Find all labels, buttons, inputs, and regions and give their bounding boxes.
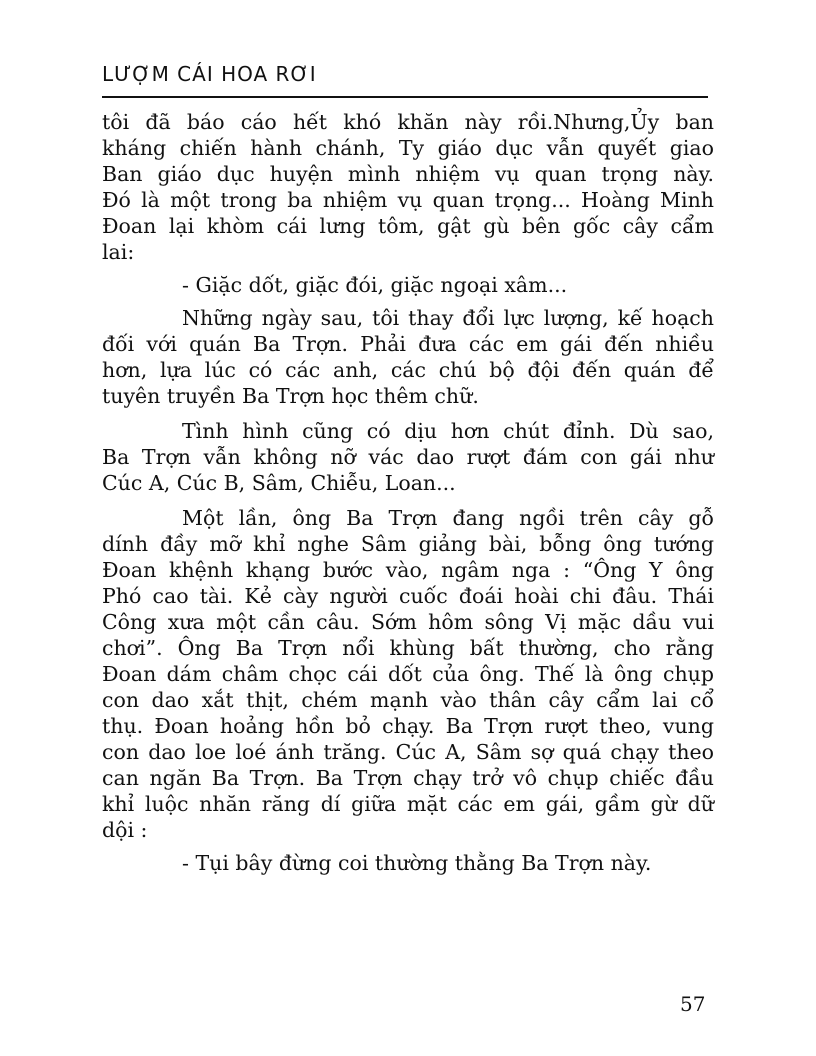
running-header [102, 62, 708, 98]
text-line: Ba Trợn vẫn không nỡ vác dao rượt đám con gái như [102, 445, 714, 469]
text-line: Đoan lại khòm cái lưng tôm, gật gù bên gốc cây cẩm [102, 214, 714, 238]
header-title: LƯỢM CÁI HOA RƠI [102, 62, 317, 86]
text-line: Công xưa một cần câu. Sớm hôm sông Vị mặc dầu vui [102, 610, 714, 634]
text-line: lai: [102, 240, 135, 264]
text-line: Đó là một trong ba nhiệm vụ quan trọng... Hoàng Minh [102, 188, 714, 212]
text-line: thụ. Đoan hoảng hồn bỏ chạy. Ba Trợn rượt theo, vung [102, 714, 714, 738]
paragraph [102, 418, 714, 496]
body-text [102, 109, 714, 876]
text-line: kháng chiến hành chánh, Ty giáo dục vẫn quyết giao [102, 136, 714, 160]
paragraph [102, 505, 714, 843]
text-line: Phó cao tài. Kẻ cày người cuốc đoái hoài chi đâu. Thái [102, 584, 714, 608]
text-line: khỉ luộc nhăn răng dí giữa mặt các em gái, gầm gừ dữ [102, 792, 714, 816]
text-line: chơi”. Ông Ba Trợn nổi khùng bất thường, cho rằng [102, 636, 714, 660]
text-line: dính đầy mỡ khỉ nghe Sâm giảng bài, bỗng ông tướng [102, 532, 714, 556]
text-line: - Giặc dốt, giặc đói, giặc ngoại xâm... [182, 273, 568, 297]
text-line: Đoan khệnh khạng bước vào, ngâm nga : “Ông Y ông [102, 558, 714, 582]
paragraph [102, 850, 714, 876]
text-line: dội : [102, 818, 148, 842]
text-line: Những ngày sau, tôi thay đổi lực lượng, kế hoạch [182, 306, 714, 330]
text-line: tôi đã báo cáo hết khó khăn này rồi.Nhưng,Ủy ban [102, 110, 714, 134]
page-number: 57 [680, 992, 706, 1016]
text-line: Một lần, ông Ba Trợn đang ngồi trên cây gỗ [182, 506, 714, 530]
text-line: hơn, lựa lúc có các anh, các chú bộ đội đến quán để [102, 358, 714, 382]
text-line: con dao loe loé ánh trăng. Cúc A, Sâm sợ quá chạy theo [102, 740, 714, 764]
text-line: Cúc A, Cúc B, Sâm, Chiễu, Loan... [102, 471, 456, 495]
text-line: Đoan dám châm chọc cái dốt của ông. Thế là ông chụp [102, 662, 714, 686]
paragraph [102, 109, 714, 265]
text-line: Tình hình cũng có dịu hơn chút đỉnh. Dù sao, [182, 419, 714, 443]
text-line: Ban giáo dục huyện mình nhiệm vụ quan trọng này. [102, 162, 714, 186]
text-line: đối với quán Ba Trợn. Phải đưa các em gái đến nhiều [102, 332, 714, 356]
text-line: con dao xắt thịt, chém mạnh vào thân cây cẩm lai cổ [102, 688, 714, 712]
paragraph [102, 272, 714, 298]
text-line: can ngăn Ba Trợn. Ba Trợn chạy trở vô chụp chiếc đầu [102, 766, 714, 790]
text-line: tuyên truyền Ba Trợn học thêm chữ. [102, 384, 479, 408]
paragraph [102, 305, 714, 409]
text-line: - Tụi bây đừng coi thường thằng Ba Trợn này. [182, 851, 652, 875]
